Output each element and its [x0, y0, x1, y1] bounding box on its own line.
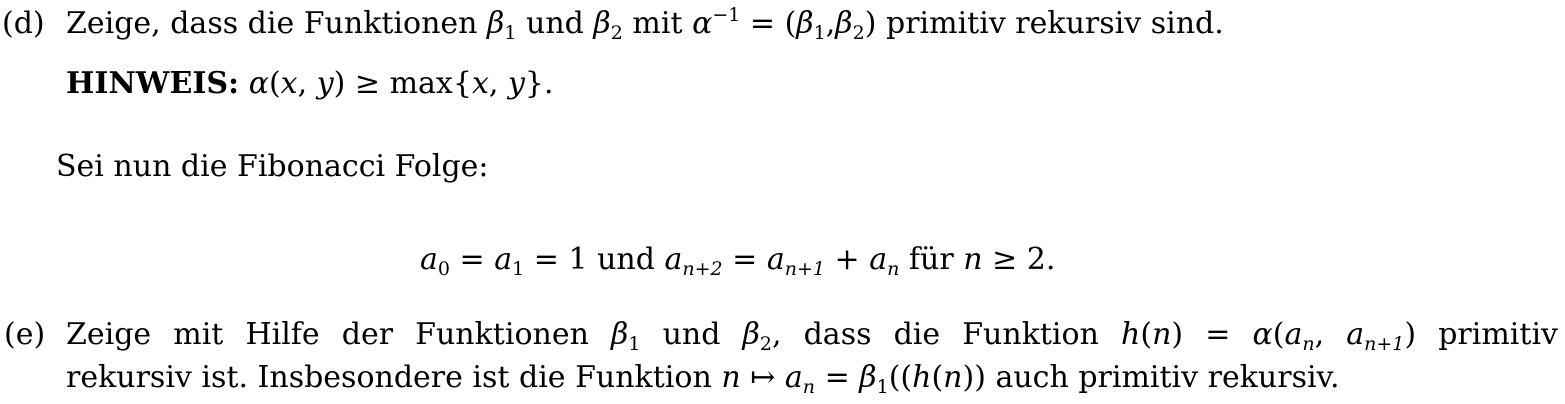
var-a: a [1284, 317, 1303, 352]
subscript: 2 [852, 22, 865, 44]
mit-word: mit [632, 6, 683, 41]
item-e-line2: rekursiv ist. Insbesondere ist die Funktion n ↦ $a_n = \beta_1((h(n))$ auch primitiv rekursiv. [66, 360, 1340, 398]
beta-symbol: β [611, 317, 629, 352]
subscript: 2 [610, 22, 623, 44]
var-n: n [721, 360, 741, 395]
geq-sign: ≥ [992, 242, 1018, 277]
var-h: h [912, 360, 932, 395]
item-d-label: (d) [2, 6, 45, 41]
beta-symbol: β [835, 6, 853, 41]
var-y: y [507, 66, 525, 101]
var-a: a [664, 242, 683, 277]
alpha-symbol: α [692, 6, 713, 41]
equals-sign: = [732, 242, 758, 277]
mapsto-arrow: ↦ [750, 360, 776, 395]
und-word: und [597, 242, 655, 277]
beta-symbol: β [487, 6, 505, 41]
beta-symbol: β [796, 6, 814, 41]
var-a: a [766, 242, 785, 277]
paren-close: ) [864, 6, 877, 41]
number-one: 1 [568, 242, 588, 277]
subscript: n+2 [682, 258, 723, 280]
item-e-line1-prefix: Zeige mit Hilfe der Funktionen [66, 317, 589, 352]
var-n: n [1152, 317, 1172, 352]
brace-close: }. [524, 66, 554, 101]
item-d-statement [66, 6, 1224, 42]
item-e-line1-mid: , dass die Funktion [771, 317, 1099, 352]
max-op: max [389, 66, 453, 101]
var-a: a [869, 242, 888, 277]
beta-symbol: β [859, 360, 877, 395]
item-e-line1: Zeige mit Hilfe der Funktionen $\beta_1$ und $\beta_2$, dass die Funktion $h(n) = \alpha(a_n$, $a_{n+1}$) primitiv [66, 317, 1558, 355]
alpha-symbol: α [248, 66, 269, 101]
number-two: 2. [1026, 242, 1056, 277]
var-a: a [1346, 317, 1365, 352]
item-e-line2-suffix: auch primitiv rekursiv. [995, 360, 1340, 395]
und-word: und [662, 317, 721, 352]
comma: , [488, 66, 499, 101]
equals-sign: = [459, 242, 485, 277]
item-d-text-prefix: Zeige, dass die Funktionen [66, 6, 478, 41]
equals-sign: = [749, 6, 776, 41]
subscript: 2 [759, 333, 772, 355]
var-y: y [316, 66, 334, 101]
var-x: x [280, 66, 298, 101]
alpha-symbol: α [1252, 317, 1273, 352]
subscript: n [887, 258, 900, 280]
plus-sign: + [834, 242, 860, 277]
subscript: 1 [876, 376, 889, 398]
fuer-word: für [908, 242, 954, 277]
subscript: n+1 [1364, 333, 1405, 355]
var-a: a [494, 242, 513, 277]
inverse-exponent: −1 [712, 4, 741, 26]
comma: , [825, 6, 836, 41]
item-d-text-suffix: primitiv rekursiv sind. [885, 6, 1224, 41]
subscript: n [802, 376, 816, 398]
var-a: a [420, 242, 438, 277]
var-n: n [943, 360, 963, 395]
subscript: 1 [628, 333, 641, 355]
beta-symbol: β [742, 317, 760, 352]
subscript: n [1302, 333, 1315, 355]
und-word: und [526, 6, 584, 41]
item-e-line2-prefix: rekursiv ist. Insbesondere ist die Funktion [66, 360, 712, 395]
fib-intro: Sei nun die Fibonacci Folge: [56, 149, 489, 184]
subscript: 1 [512, 258, 525, 280]
paren-open: ( [268, 66, 281, 101]
hint-label: HINWEIS: [66, 66, 240, 101]
subscript: n+1 [784, 258, 825, 280]
subscript: 1 [504, 22, 517, 44]
subscript: 0 [437, 258, 450, 280]
var-a: a [784, 360, 803, 395]
comma: , [297, 66, 308, 101]
var-n: n [963, 242, 983, 277]
subscript: 1 [813, 22, 826, 44]
item-d-hint [66, 66, 554, 102]
var-h: h [1121, 317, 1141, 352]
geq-sign: ≥ [354, 66, 381, 101]
paren-open: ( [784, 6, 797, 41]
equals-sign: = [533, 242, 559, 277]
brace-open: { [452, 66, 472, 101]
item-e-label: (e) [4, 317, 46, 352]
primitiv-word: primitiv [1438, 317, 1558, 352]
paren-close: ) [333, 66, 346, 101]
fib-formula [420, 242, 1055, 278]
var-x: x [471, 66, 489, 101]
beta-symbol: β [593, 6, 611, 41]
